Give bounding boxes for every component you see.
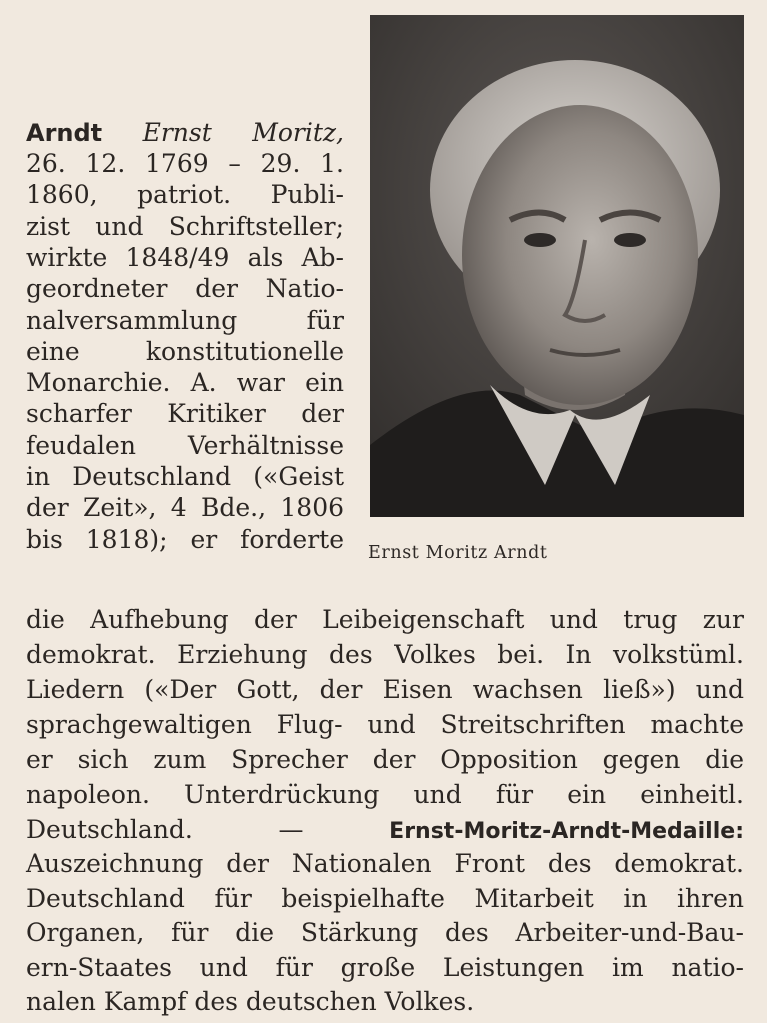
text-line: nalen Kampf des deutschen Volkes. — [26, 987, 475, 1016]
text-line: wirkte 1848/49 als Ab- — [26, 242, 344, 272]
text-line: Organen, für die Stärkung des Arbeiter-und-Bau- — [26, 918, 744, 947]
text-line: demokrat. Erziehung des Volkes bei. In volkstüml. — [26, 640, 744, 669]
text-line: feudalen Verhältnisse — [26, 430, 344, 460]
text-line: geordneter der Natio- — [26, 274, 344, 304]
text-line: die Aufhebung der Leibeigenschaft und trug zur — [26, 605, 744, 634]
text-line: Monarchie. A. war ein — [26, 368, 344, 398]
medal-line — [26, 815, 744, 845]
entry-fullname: Ernst Moritz, — [142, 118, 344, 147]
medal-term: Ernst-Moritz-Arndt-Medaille: — [389, 819, 744, 844]
medal-line-prefix: Deutschland. — — [26, 815, 304, 844]
text-line: 26. 12. 1769 – 29. 1. — [26, 149, 344, 178]
text-line: in Deutschland («Geist — [26, 462, 344, 491]
text-line: sprachgewaltigen Flug- und Streitschriften machte — [26, 710, 744, 739]
portrait-illustration — [370, 15, 744, 517]
text-line: er sich zum Sprecher der Opposition gegen die — [26, 745, 744, 774]
text-line: zist und Schriftsteller; — [26, 211, 344, 241]
portrait-photo — [370, 15, 744, 517]
text-line: 1860, patriot. Publi- — [26, 180, 344, 210]
portrait-caption: Ernst Moritz Arndt — [368, 543, 548, 563]
headword: Arndt — [26, 119, 103, 147]
text-line: scharfer Kritiker der — [26, 399, 344, 429]
entry-heading-line — [26, 118, 344, 148]
text-line: napoleon. Unterdrückung und für ein einheitl. — [26, 780, 744, 809]
text-line: Deutschland für beispielhafte Mitarbeit in ihren — [26, 883, 744, 913]
text-line: ern-Staates und für große Leistungen im natio- — [26, 952, 744, 982]
text-line: Auszeichnung der Nationalen Front des demokrat. — [26, 849, 744, 878]
text-line: nalversammlung für — [26, 305, 344, 335]
text-line: Liedern («Der Gott, der Eisen wachsen ließ») und — [26, 675, 744, 704]
text-line: eine konstitutionelle — [26, 336, 344, 366]
text-line: der Zeit», 4 Bde., 1806 — [26, 493, 344, 523]
text-line: bis 1818); er forderte — [26, 524, 344, 554]
